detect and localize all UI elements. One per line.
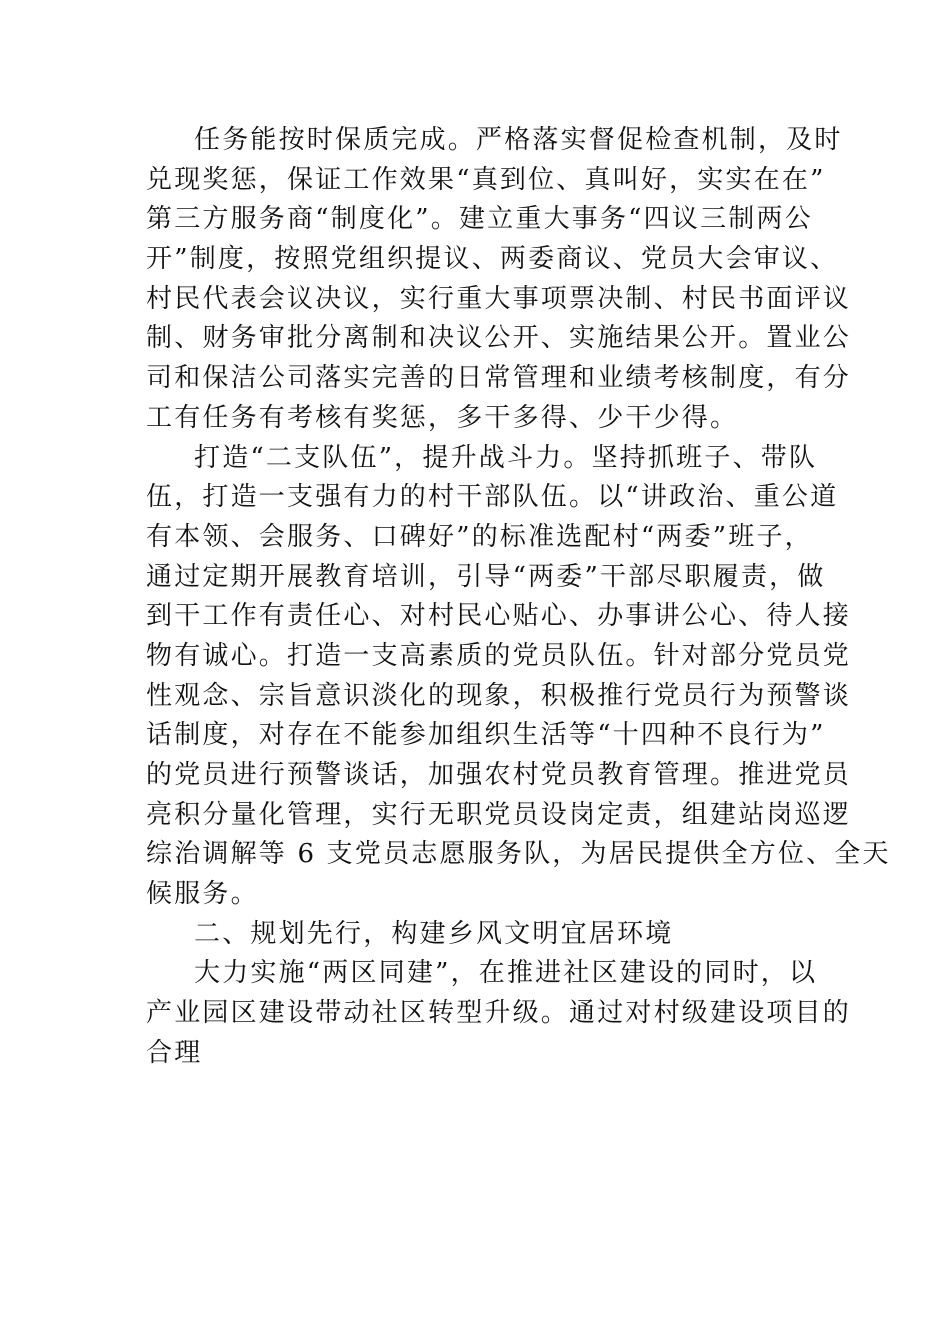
document-body xyxy=(146,121,891,1074)
text-line: 第三方服务商“制度化”。建立重大事务“四议三制两公 xyxy=(146,204,813,235)
text-line: 通过定期开展教育培训，引导“两委”干部尽职履责，做 xyxy=(146,561,826,592)
text-line: 任务能按时保质完成。严格落实督促检查机制，及时 xyxy=(194,125,843,155)
text-line: 到干工作有责任心、对村民心贴心、办事讲公心、待人接 xyxy=(146,601,852,632)
text-line: 工有任务有考核有奖惩，多干多得、少干少得。 xyxy=(146,402,739,433)
text-line: 司和保洁公司落实完善的日常管理和业绩考核制度，有分 xyxy=(146,363,852,394)
text-line: 伍，打造一支强有力的村干部队伍。以“讲政治、重公道 xyxy=(146,482,839,513)
text-line: 兑现奖惩，保证工作效果“真到位、真叫好，实实在在” xyxy=(146,164,826,195)
text-line: 综治调解等 6 支党员志愿服务队，为居民提供全方位、全天 xyxy=(146,839,891,870)
text-line: 物有诚心。打造一支高素质的党员队伍。针对部分党员党 xyxy=(146,640,852,671)
text-line: 村民代表会议决议，实行重大事项票决制、村民书面评议 xyxy=(146,283,852,314)
text-line: 大力实施“两区同建”，在推进社区建设的同时，以 xyxy=(194,958,818,989)
text-line: 话制度，对存在不能参加组织生活等“十四种不良行为” xyxy=(146,720,826,751)
text-line: 开”制度，按照党组织提议、两委商议、党员大会审议、 xyxy=(146,244,839,275)
text-line: 产业园区建设带动社区转型升级。通过对村级建设项目的 xyxy=(146,998,852,1029)
text-line: 性观念、宗旨意识淡化的现象，积极推行党员行为预警谈 xyxy=(146,680,852,711)
text-line: 制、财务审批分离制和决议公开、实施结果公开。置业公 xyxy=(146,323,852,354)
text-line: 候服务。 xyxy=(146,879,259,910)
text-line: 的党员进行预警谈话，加强农村党员教育管理。推进党员 xyxy=(146,760,852,790)
text-line: 有本领、会服务、口碑好”的标准选配村“两委”班子， xyxy=(146,521,813,552)
text-line: 打造“二支队伍”，提升战斗力。坚持抓班子、带队 xyxy=(194,442,818,473)
text-line: 亮积分量化管理，实行无职党员设岗定责，组建站岗巡逻 xyxy=(146,799,852,830)
section-heading: 二、规划先行，构建乡风文明宜居环境 xyxy=(194,918,674,949)
text-line: 合理 xyxy=(146,1037,203,1068)
